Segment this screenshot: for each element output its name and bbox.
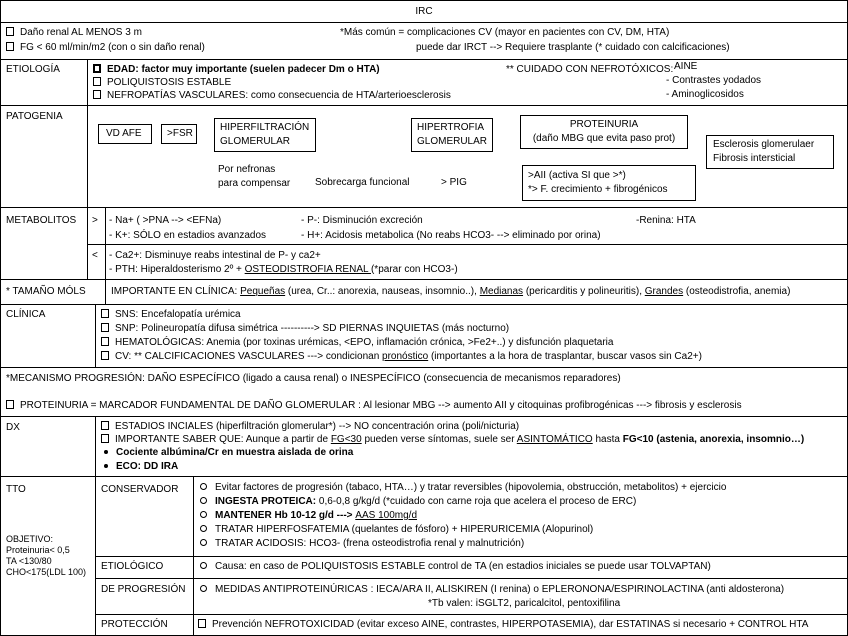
bullet-icon (93, 90, 101, 99)
etiologico-item: Causa: en caso de POLIQUISTOSIS ESTABLE control de TA (en estadios iniciales se puede usar TOLVAPTAN) (198, 561, 711, 573)
col-divider-clinica (95, 304, 96, 367)
bullet-circle-icon (200, 539, 207, 546)
rule-tto-etiologico (95, 578, 848, 579)
progresion-note: *Tb valen: iSGLT2, paricalcitol, pentoxifilina (428, 598, 621, 609)
tto-objetivo: OBJETIVO: (6, 534, 54, 544)
tto-objetivo: TA <130/80 (6, 556, 52, 566)
tto-sublabel-conservador: CONSERVADOR (101, 484, 179, 495)
bullet-dot-icon (104, 450, 108, 454)
header-note-2: puede dar IRCT --> Requiere trasplante (* cuidado con calcificaciones) (416, 42, 730, 53)
rule-tto-progresion (95, 614, 848, 615)
col-divider-dx (95, 416, 96, 476)
metabolito-item: - K+: SÓLO en estadios avanzados (109, 230, 267, 241)
tto-objetivo: Proteinuria< 0,5 (6, 545, 70, 555)
nefrotoxico-item: - Contrastes yodados (666, 75, 762, 86)
box-hiperfiltracion: HIPERFILTRACIÓN GLOMERULAR (214, 118, 316, 152)
box-fsr: >FSR (161, 124, 197, 144)
bullet-icon (93, 77, 101, 86)
etiologia-item: NEFROPATÍAS VASCULARES: como consecuencia de HTA/arterioesclerosis (93, 90, 451, 102)
bullet-icon (6, 27, 14, 36)
sobrecarga-note: Sobrecarga funcional (315, 177, 410, 188)
rule-mecanismo (0, 416, 848, 417)
rule-metabolitos-split (87, 244, 848, 245)
clinica-item: HEMATOLÓGICAS: Anemia (por toxinas urémicas, <EPO, inflamación crónica, >Fe2+..) y disfunción plaquetaria (101, 337, 613, 349)
nefrotoxico-item: AINE (674, 61, 698, 72)
bullet-icon (101, 323, 109, 332)
box-hipertrofia: HIPERTROFIA GLOMERULAR (411, 118, 493, 152)
conservador-item: MANTENER Hb 10-12 g/d ---> AAS 100mg/d (198, 510, 417, 522)
metabolitos-increase-sign: > (92, 215, 98, 226)
conservador-item: Evitar factores de progresión (tabaco, HTA…) y tratar reversibles (hipovolemia, obstrucción, metabolitos) + ejercicio (198, 482, 726, 494)
clinica-item: CV: ** CALCIFICACIONES VASCULARES ---> condicionan pronóstico (importantes a la hora de trasplantar, buscar vasos sin Ca2+) (101, 351, 702, 363)
bullet-icon (93, 64, 101, 73)
box-aii: >AII (activa SI que >*) *> F. crecimiento + fibrogénicos (522, 165, 696, 201)
tto-sublabel-etiologico: ETIOLÓGICO (101, 561, 164, 572)
rule-metabolitos (0, 279, 848, 280)
metabolito-item: - Ca2+: Disminuye reabs intestinal de P- y ca2+ (109, 250, 321, 261)
rule-clinica (0, 367, 848, 368)
etiologia-item: EDAD: factor muy importante (suelen padecer Dm o HTA) (93, 64, 380, 76)
metabolito-item: - PTH: Hiperaldosterismo 2º + OSTEODISTROFIA RENAL (*parar con HCO3-) (109, 264, 458, 275)
rule-tamano (0, 304, 848, 305)
conservador-item: TRATAR ACIDOSIS: HCO3- (frena osteodistrofia renal y malnutrición) (198, 538, 524, 550)
nefrotoxicos-note: ** CUIDADO CON NEFROTÓXICOS: (506, 64, 674, 75)
metabolito-item: -Renina: HTA (636, 215, 696, 226)
rule-dx (0, 476, 848, 477)
dx-item: ESTADIOS INCIALES (hiperfiltración glomerular*) --> NO concentración orina (poli/nicturia) (101, 421, 519, 433)
section-label-patogenia: PATOGENIA (6, 111, 63, 122)
bullet-icon (6, 400, 14, 409)
mecanismo-line: *MECANISMO PROGRESIÓN: DAÑO ESPECÍFICO (ligado a causa renal) o INESPECÍFICO (consecuencia de mecanismos reparadores) (6, 373, 621, 384)
bullet-icon (101, 421, 109, 430)
tto-sublabel-progresion: DE PROGRESIÓN (101, 584, 186, 595)
bullet-icon (101, 351, 109, 360)
conservador-item: INGESTA PROTEICA: 0,6-0,8 g/kg/d (*cuidado con carne roja que acelera el proceso de ERC) (198, 496, 636, 508)
bullet-icon (101, 434, 109, 443)
section-label-etiologia: ETIOLOGÍA (6, 64, 60, 75)
dx-item: IMPORTANTE SABER QUE: Aunque a partir de FG<30 pueden verse síntomas, suele ser ASINTOMÁTICO hasta FG<10 (astenia, anorexia, insomnio…) (101, 434, 804, 446)
bullet-circle-icon (200, 497, 207, 504)
conservador-item: TRATAR HIPERFOSFATEMIA (quelantes de fósforo) + HIPERURICEMIA (Alopurinol) (198, 524, 593, 536)
col-divider-tamano (105, 279, 106, 304)
rule-tto-conservador (95, 556, 848, 557)
border-top (0, 0, 848, 1)
rule-etiologia (0, 105, 848, 106)
por-nefronas-note: para compensar (218, 178, 291, 189)
page-title: IRC (415, 6, 433, 17)
rule-header (0, 59, 848, 60)
dx-item: Cociente albúmina/Cr en muestra aislada de orina (101, 447, 353, 459)
bullet-circle-icon (200, 525, 207, 532)
tto-objetivo: CHO<175(LDL 100) (6, 567, 86, 577)
bullet-circle-icon (200, 511, 207, 518)
col-divider-sign (105, 207, 106, 279)
bullet-circle-icon (200, 585, 207, 592)
tto-sublabel-proteccion: PROTECCIÓN (101, 619, 168, 630)
nefrotoxico-item: - Aminoglicosidos (666, 89, 744, 100)
bullet-circle-icon (200, 562, 207, 569)
box-esclerosis: Esclerosis glomerulaer Fibrosis intersticial (706, 135, 834, 169)
bullet-icon (6, 42, 14, 51)
bullet-circle-icon (200, 483, 207, 490)
clinica-item: SNS: Encefalopatía urémica (101, 309, 241, 321)
rule-title (0, 22, 848, 23)
tamano-text: IMPORTANTE EN CLÍNICA: Pequeñas (urea, Cr..: anorexia, nauseas, insomnio..), Medianas (pericarditis y polineuritis), Grandes (osteodistrofia, anemia) (111, 286, 791, 297)
section-label-metabolitos: METABOLITOS (6, 215, 77, 226)
mecanismo-line: PROTEINURIA = MARCADOR FUNDAMENTAL DE DAÑO GLOMERULAR : Al lesionar MBG --> aumento AII y citoquinas profibrogénicas ---> fibrosis y esclerosis (6, 400, 742, 412)
box-proteinuria: PROTEINURIA (daño MBG que evita paso prot) (520, 115, 688, 149)
dx-item: ECO: DD IRA (101, 461, 178, 473)
progresion-item: MEDIDAS ANTIPROTEINÚRICAS : IECA/ARA II, ALISKIREN (I renina) o EPLERONONA/ESPIRINOLACTINA (anti aldosterona) (198, 584, 784, 596)
metabolito-item: - H+: Acidosis metabolica (No reabs HCO3- --> eliminado por orina) (301, 230, 601, 241)
metabolito-item: - P-: Disminución excreción (301, 215, 423, 226)
proteccion-item: Prevención NEFROTOXICIDAD (evitar exceso AINE, contrastes, HIPERPOTASEMIA), dar ESTATINAS si necesario + CONTROL HTA (198, 619, 808, 631)
bullet-icon (198, 619, 206, 628)
bullet-icon (101, 309, 109, 318)
section-label-tto: TTO (6, 484, 26, 495)
clinica-item: SNP: Polineuropatía difusa simétrica ----------> SD PIERNAS INQUIETAS (más nocturno) (101, 323, 509, 335)
section-label-dx: DX (6, 422, 20, 433)
rule-patogenia (0, 207, 848, 208)
border-left (0, 0, 1, 636)
etiologia-item: POLIQUISTOSIS ESTABLE (93, 77, 231, 89)
section-label-tamano: * TAMAÑO MÓLS (6, 286, 86, 297)
section-label-clinica: CLÍNICA (6, 309, 46, 320)
header-note-1: *Más común = complicaciones CV (mayor en pacientes con CV, DM, HTA) (340, 27, 670, 38)
bullet-dot-icon (104, 464, 108, 468)
col-divider-metabolitos (87, 207, 88, 279)
bullet-icon (101, 337, 109, 346)
por-nefronas-note: Por nefronas (218, 164, 276, 175)
metabolitos-decrease-sign: < (92, 250, 98, 261)
header-line-2: FG < 60 ml/min/m2 (con o sin daño renal) (6, 42, 205, 54)
box-vd-afe: VD AFE (98, 124, 152, 144)
header-line-1: Daño renal AL MENOS 3 m (6, 27, 142, 39)
col-divider-upper (87, 59, 88, 207)
metabolito-item: - Na+ ( >PNA --> <EFNa) (109, 215, 222, 226)
pig-note: > PIG (441, 177, 467, 188)
